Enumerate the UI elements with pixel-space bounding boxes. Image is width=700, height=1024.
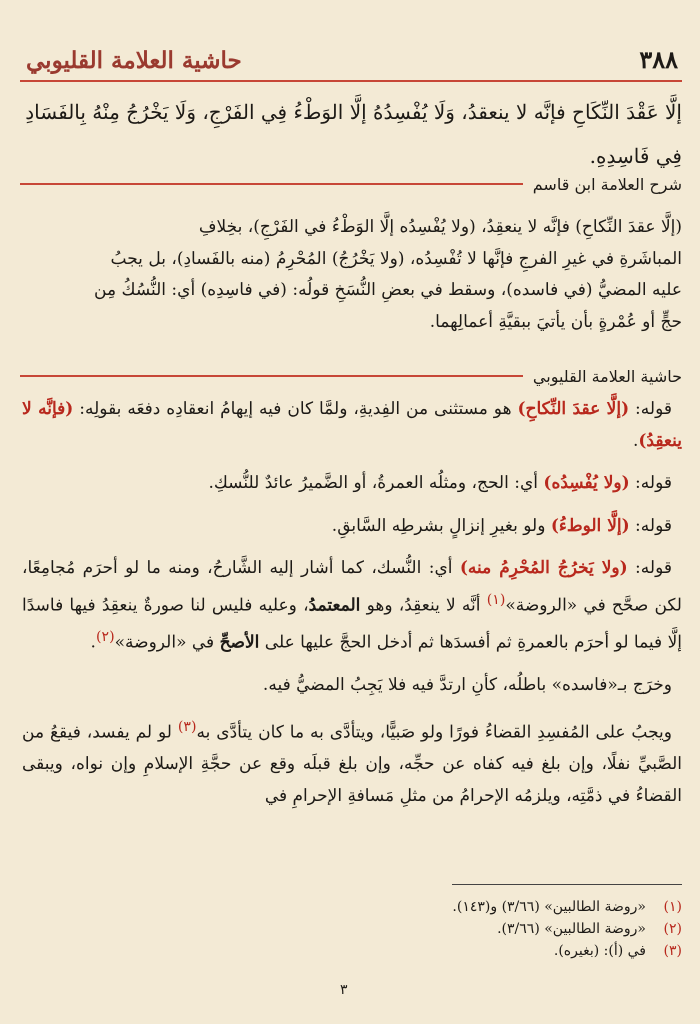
footnotes (240, 896, 682, 962)
quoted-phrase: (فإنَّه لا ينعقِدُ) (22, 399, 682, 451)
section-divider (20, 375, 523, 377)
footnote-text: «روضة الطالبين» (٣/٦٦). (497, 921, 646, 937)
hashiya-paragraph (22, 712, 682, 812)
paragraph-text: ويجبُ على المُفسِدِ القضاءُ فورًا ولو صَبيًّا، ويتأدَّى به ما كان يتأدَّى به (196, 722, 672, 743)
paragraph-text: أي: النُّسك، كما أشار إليه الشَّارحُ، ومنه ما لو أحرَم مُجامِعًا، لكن صحَّح في «الروضة» (22, 558, 682, 616)
footnote-number: (١) (663, 899, 682, 915)
footnote-item (240, 918, 682, 940)
paragraph-text: ، وعليه فليس لنا صورةٌ ينعقِدُ فيها فاسدًا إلَّا فيما لو أحرَم بالعمرةِ ثم أفسدَها ثم أدخل الحجَّ عليها على (22, 595, 682, 653)
quoted-phrase: (إلَّا عقدَ النِّكاحِ) (517, 399, 630, 419)
hashiya-paragraph (22, 511, 682, 543)
running-title: حاشية العلامة القليوبي (26, 47, 242, 74)
footnote-text: «روضة الطالبين» (٣/٦٦) و(١٤٣). (452, 899, 646, 915)
hashiya-paragraph (22, 394, 682, 457)
hashiya-paragraph (22, 553, 682, 659)
emphasis: المعتمدُ (308, 595, 361, 616)
quoted-phrase: (ولا يَخرُجُ المُحْرِمُ منه) (459, 558, 628, 578)
footnote-ref[interactable]: (٢) (95, 628, 115, 645)
footnote-number: (٣) (663, 943, 682, 959)
paragraph-lead: قوله: (629, 473, 672, 493)
page-number: ٣٨٨ (639, 45, 678, 74)
paragraph-text: في «الروضة» (114, 632, 220, 653)
hashiya-paragraph (22, 468, 682, 500)
main-text-line: إلَّا عَقْدَ النِّكَاحِ فإنَّه لا ينعقدُ، وَلَا يُفْسِدُهُ إلَّا الوَطْءُ فِي الفَرْجِ، وَلَا يَخْرُجُ مِنْهُ بِالفَسَادِ (25, 100, 682, 124)
footnote-text: في (أ): (بغيره). (553, 943, 646, 959)
footnote-ref[interactable]: (١) (486, 591, 506, 608)
paragraph-text: أنَّه لا ينعقِدُ، وهو (360, 595, 487, 616)
hashiya-section-title: حاشية العلامة القليوبي (532, 366, 682, 386)
section-divider (20, 183, 523, 185)
paragraph-text: أي: الحج، ومثلُه العمرةُ، أو الضَّميرُ عائدٌ للنُّسكِ. (208, 473, 544, 493)
sharh-line: المباشَرةِ في غيرِ الفرجِ فإنَّها لا تُفْسِدُه، (ولا يَخْرُجُ) المُحْرِمُ (منه بالفَسادِ)، بل يجبُ (110, 248, 682, 269)
sharh-line: حجٍّ أو عُمْرةٍ بأن يأتيَ ببقيَّةِ أعمالِهما. (429, 311, 682, 332)
paragraph-text: هو مستثنى من الفِديةِ، ولمَّا كان فيه إيهامُ انعقادِه دفعَه بقولِه: (73, 399, 518, 419)
paragraph-lead: قوله: (627, 558, 672, 578)
hashiya-text (22, 394, 682, 823)
page-header (26, 34, 678, 74)
quoted-phrase: (إلَّا الوطءُ) (550, 515, 630, 536)
main-text-line: فِي فَاسِدِهِ. (589, 144, 682, 168)
paragraph-text: . (632, 430, 639, 451)
footnote-number: (٢) (663, 921, 682, 937)
main-text (22, 90, 682, 178)
paragraph-text: ولو بغيرِ إنزالٍ بشرطِه السَّابقِ. (331, 515, 551, 536)
paragraph-text: . (90, 632, 96, 653)
sharh-text (22, 212, 682, 338)
paragraph-lead: قوله: (629, 515, 672, 536)
sharh-line: (إلَّا عقدَ النِّكاحِ) فإنَّه لا ينعقِدُ، (ولا يُفْسِدُه إلَّا الوَطْءُ في الفَرْجِ)، بخِلافِ (198, 217, 682, 237)
sharh-section-title: شرح العلامة ابن قاسم (532, 174, 682, 194)
footnote-separator (452, 884, 682, 885)
hashiya-paragraph: وخرَج بـ«فاسده» باطلُه، كأنِ ارتدَّ فيه فلا يَجِبُ المضيُّ فيه. (262, 674, 672, 695)
paragraph-lead: قوله: (629, 399, 672, 419)
footnote-item (240, 896, 682, 918)
sharh-line: عليه المضيُّ (في فاسده)، وسقط في بعضِ النُّسَخِ قولُه: (في فاسِدِه) أي: النُّسُكُ مِن (94, 280, 682, 300)
quoted-phrase: (ولا يُفْسِدُه) (543, 473, 630, 493)
emphasis: الأصحِّ (219, 632, 260, 653)
header-rule (20, 80, 682, 82)
hashiya-section-header (20, 364, 682, 388)
sharh-section-header (20, 172, 682, 196)
paragraph-text: لو لم يفسد، فيقعُ من الصَّبيِّ نفلًا، وإن بلغ فيه كفاه عن حجِّه، وإن بلغ قبلَه وقع عن حجَّةِ الإسلامِ وإن نواه، ويبقى القضاءُ في ذمَّتِه، ويلزمُه الإحرامُ من مثلِ مَسافةِ الإحرامِ في (22, 722, 682, 806)
footnote-item (240, 940, 682, 962)
footnote-ref[interactable]: (٣) (177, 719, 197, 736)
signature-mark: ٣ (340, 982, 348, 998)
